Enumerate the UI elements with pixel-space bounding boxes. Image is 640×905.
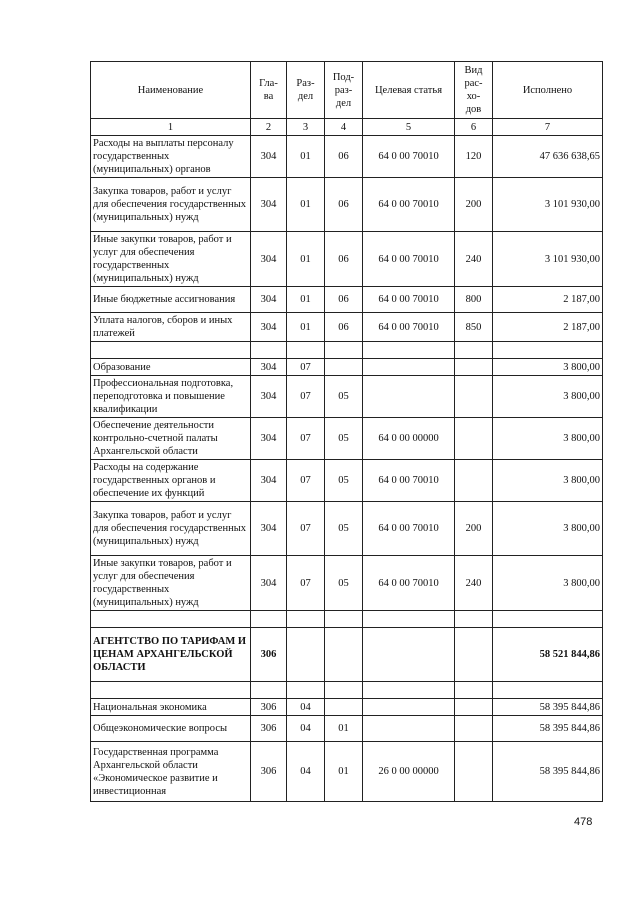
column-number: 6 [455, 119, 493, 136]
row-razdel [287, 342, 325, 359]
table-row [91, 178, 603, 232]
row-glava: 304 [251, 418, 287, 460]
row-podrazdel: 05 [325, 418, 363, 460]
row-podrazdel [325, 699, 363, 716]
row-executed-amount: 47 636 638,65 [493, 136, 603, 178]
row-target-article [363, 342, 455, 359]
row-expense-type [455, 742, 493, 802]
row-name: Национальная экономика [91, 699, 251, 716]
row-podrazdel [325, 682, 363, 699]
row-podrazdel: 06 [325, 178, 363, 232]
row-target-article [363, 628, 455, 682]
table-row [91, 699, 603, 716]
row-name: Иные бюджетные ассигнования [91, 287, 251, 313]
row-expense-type: 800 [455, 287, 493, 313]
row-executed-amount [493, 682, 603, 699]
page-number: 478 [574, 816, 593, 828]
row-glava: 304 [251, 136, 287, 178]
row-razdel: 07 [287, 556, 325, 611]
table-row [91, 742, 603, 802]
header-row [91, 62, 603, 119]
row-glava: 306 [251, 628, 287, 682]
row-podrazdel [325, 628, 363, 682]
row-executed-amount: 2 187,00 [493, 287, 603, 313]
row-executed-amount: 58 521 844,86 [493, 628, 603, 682]
row-name: Общеэкономические вопросы [91, 716, 251, 742]
row-executed-amount: 3 101 930,00 [493, 178, 603, 232]
row-target-article [363, 376, 455, 418]
table-row [91, 359, 603, 376]
row-name: Обеспечение деятельности контрольно-счетной палаты Архангельской области [91, 418, 251, 460]
row-name [91, 342, 251, 359]
row-executed-amount: 3 800,00 [493, 460, 603, 502]
row-executed-amount: 58 395 844,86 [493, 742, 603, 802]
row-executed-amount: 58 395 844,86 [493, 716, 603, 742]
row-executed-amount [493, 342, 603, 359]
row-target-article: 64 0 00 70010 [363, 178, 455, 232]
row-glava: 306 [251, 742, 287, 802]
row-target-article [363, 359, 455, 376]
row-executed-amount: 3 800,00 [493, 556, 603, 611]
row-target-article: 64 0 00 70010 [363, 313, 455, 342]
header-expense-type: Вид рас- хо- дов [455, 62, 493, 119]
row-podrazdel: 01 [325, 742, 363, 802]
header-target: Целевая статья [363, 62, 455, 119]
row-target-article [363, 682, 455, 699]
budget-execution-table [90, 61, 603, 802]
row-podrazdel: 05 [325, 556, 363, 611]
row-target-article [363, 611, 455, 628]
row-expense-type [455, 418, 493, 460]
row-glava: 304 [251, 359, 287, 376]
header-glava: Гла- ва [251, 62, 287, 119]
row-expense-type [455, 628, 493, 682]
row-razdel: 01 [287, 287, 325, 313]
row-name: Расходы на содержание государственных органов и обеспечение их функций [91, 460, 251, 502]
header-name: Наименование [91, 62, 251, 119]
row-name [91, 611, 251, 628]
row-glava: 304 [251, 287, 287, 313]
row-razdel [287, 682, 325, 699]
table-row [91, 342, 603, 359]
row-executed-amount: 3 800,00 [493, 376, 603, 418]
row-glava: 304 [251, 502, 287, 556]
row-razdel: 04 [287, 742, 325, 802]
row-target-article: 64 0 00 70010 [363, 136, 455, 178]
row-podrazdel: 05 [325, 460, 363, 502]
row-target-article: 64 0 00 70010 [363, 460, 455, 502]
row-glava: 304 [251, 313, 287, 342]
table-row [91, 136, 603, 178]
row-razdel: 07 [287, 502, 325, 556]
row-expense-type: 200 [455, 178, 493, 232]
row-glava: 304 [251, 376, 287, 418]
row-expense-type: 850 [455, 313, 493, 342]
row-razdel: 07 [287, 418, 325, 460]
row-razdel [287, 611, 325, 628]
column-number: 3 [287, 119, 325, 136]
table-row [91, 556, 603, 611]
row-podrazdel: 05 [325, 502, 363, 556]
row-razdel: 01 [287, 232, 325, 287]
row-target-article [363, 699, 455, 716]
row-glava [251, 342, 287, 359]
row-target-article [363, 716, 455, 742]
row-expense-type: 120 [455, 136, 493, 178]
column-number: 7 [493, 119, 603, 136]
row-expense-type: 200 [455, 502, 493, 556]
row-podrazdel: 06 [325, 232, 363, 287]
header-razdel: Раз- дел [287, 62, 325, 119]
row-name: Государственная программа Архангельской области «Экономическое развитие и инвестиционная [91, 742, 251, 802]
table-row [91, 628, 603, 682]
row-executed-amount: 2 187,00 [493, 313, 603, 342]
row-target-article: 64 0 00 70010 [363, 232, 455, 287]
row-name: Иные закупки товаров, работ и услуг для обеспечения государственных (муниципальных) нужд [91, 556, 251, 611]
table-row [91, 313, 603, 342]
row-expense-type [455, 460, 493, 502]
row-executed-amount [493, 611, 603, 628]
row-target-article: 64 0 00 00000 [363, 418, 455, 460]
table-row [91, 611, 603, 628]
row-expense-type [455, 699, 493, 716]
row-glava: 304 [251, 178, 287, 232]
row-glava: 304 [251, 232, 287, 287]
row-razdel: 01 [287, 178, 325, 232]
row-target-article: 64 0 00 70010 [363, 556, 455, 611]
row-name: Уплата налогов, сборов и иных платежей [91, 313, 251, 342]
header-executed: Исполнено [493, 62, 603, 119]
row-glava: 304 [251, 460, 287, 502]
header-podrazdel: Под- раз- дел [325, 62, 363, 119]
row-glava: 306 [251, 699, 287, 716]
row-expense-type [455, 682, 493, 699]
row-name: Образование [91, 359, 251, 376]
row-podrazdel: 06 [325, 313, 363, 342]
row-name [91, 682, 251, 699]
row-name: Иные закупки товаров, работ и услуг для обеспечения государственных (муниципальных) нужд [91, 232, 251, 287]
row-name: Расходы на выплаты персоналу государственных (муниципальных) органов [91, 136, 251, 178]
row-podrazdel: 06 [325, 136, 363, 178]
row-target-article: 64 0 00 70010 [363, 502, 455, 556]
column-number-row [91, 119, 603, 136]
row-executed-amount: 3 800,00 [493, 359, 603, 376]
row-executed-amount: 3 800,00 [493, 502, 603, 556]
row-glava: 306 [251, 716, 287, 742]
column-number: 2 [251, 119, 287, 136]
row-expense-type [455, 376, 493, 418]
table-row [91, 460, 603, 502]
row-podrazdel: 05 [325, 376, 363, 418]
row-razdel: 01 [287, 313, 325, 342]
column-number: 1 [91, 119, 251, 136]
row-podrazdel: 01 [325, 716, 363, 742]
row-podrazdel [325, 359, 363, 376]
row-razdel: 07 [287, 359, 325, 376]
row-expense-type: 240 [455, 232, 493, 287]
row-target-article: 64 0 00 70010 [363, 287, 455, 313]
row-expense-type [455, 342, 493, 359]
row-expense-type [455, 611, 493, 628]
row-executed-amount: 3 800,00 [493, 418, 603, 460]
row-name: Профессиональная подготовка, переподготовка и повышение квалификации [91, 376, 251, 418]
row-podrazdel: 06 [325, 287, 363, 313]
row-expense-type [455, 359, 493, 376]
row-razdel: 07 [287, 376, 325, 418]
column-number: 5 [363, 119, 455, 136]
row-name: АГЕНТСТВО ПО ТАРИФАМ И ЦЕНАМ АРХАНГЕЛЬСКОЙ ОБЛАСТИ [91, 628, 251, 682]
table-row [91, 418, 603, 460]
row-expense-type [455, 716, 493, 742]
table-row [91, 682, 603, 699]
row-target-article: 26 0 00 00000 [363, 742, 455, 802]
row-razdel [287, 628, 325, 682]
table-row [91, 287, 603, 313]
table-row [91, 502, 603, 556]
row-podrazdel [325, 342, 363, 359]
row-razdel: 04 [287, 699, 325, 716]
row-name: Закупка товаров, работ и услуг для обеспечения государственных (муниципальных) нужд [91, 502, 251, 556]
row-razdel: 01 [287, 136, 325, 178]
row-glava [251, 682, 287, 699]
table-row [91, 716, 603, 742]
row-executed-amount: 58 395 844,86 [493, 699, 603, 716]
row-expense-type: 240 [455, 556, 493, 611]
row-glava: 304 [251, 556, 287, 611]
column-number: 4 [325, 119, 363, 136]
table-row [91, 376, 603, 418]
row-podrazdel [325, 611, 363, 628]
table-row [91, 232, 603, 287]
row-glava [251, 611, 287, 628]
row-razdel: 04 [287, 716, 325, 742]
row-executed-amount: 3 101 930,00 [493, 232, 603, 287]
row-razdel: 07 [287, 460, 325, 502]
row-name: Закупка товаров, работ и услуг для обеспечения государственных (муниципальных) нужд [91, 178, 251, 232]
